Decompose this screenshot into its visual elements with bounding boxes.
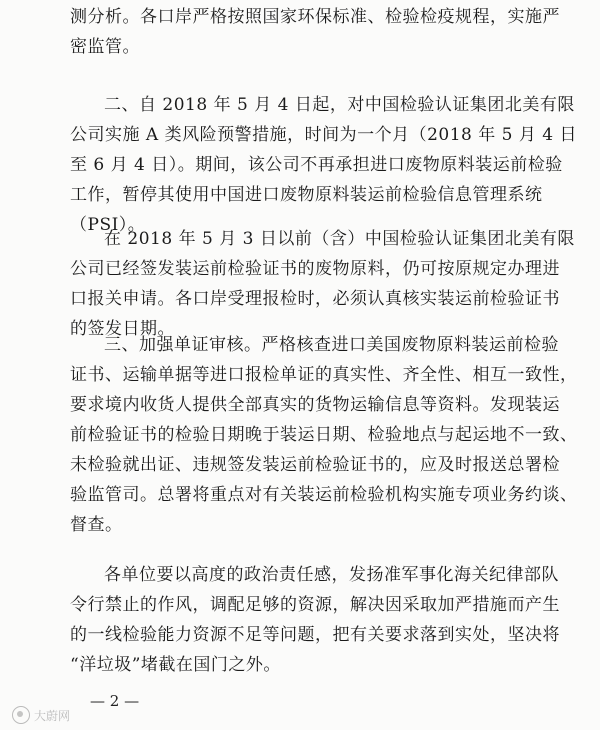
paragraph-2-line: 至 6 月 4 日）。期间，该公司不再承担进口废物原料装运前检验 — [70, 155, 563, 175]
paragraph-4-line: 督查。 — [70, 515, 123, 535]
page-number: — 2 — — [90, 692, 140, 710]
paragraph-4-line: 前检验证书的检验日期晚于装运日期、检验地点与起运地不一致、 — [70, 425, 578, 445]
weibo-logo-icon — [12, 706, 30, 724]
paragraph-2-line: 工作，暂停其使用中国进口废物原料装运前检验信息管理系统 — [70, 185, 543, 205]
paragraph-2-line: 二、自 2018 年 5 月 4 日起，对中国检验认证集团北美有限 — [104, 95, 575, 115]
watermark-text: 大蔚网 — [34, 708, 71, 723]
paragraph-3-line: 口报关申请。各口岸受理报检时，必须认真核实装运前检验证书 — [70, 289, 560, 309]
paragraph-1 — [70, 2, 560, 62]
paragraph-2 — [70, 90, 577, 240]
paragraph-5-line: 的一线检验能力资源不足等问题，把有关要求落到实处，坚决将 — [70, 625, 560, 645]
paragraph-4-line: 要求境内收货人提供全部真实的货物运输信息等资料。发现装运 — [70, 395, 560, 415]
paragraph-5-line: 令行禁止的作风，调配足够的资源，解决因采取加严措施而产生 — [70, 595, 560, 615]
paragraph-5 — [70, 560, 560, 680]
paragraph-4 — [70, 330, 578, 540]
paragraph-4-line: 未检验就出证、违规签发装运前检验证书的，应及时报送总署检 — [70, 455, 560, 475]
paragraph-3-line: 在 2018 年 5 月 3 日以前（含）中国检验认证集团北美有限 — [104, 229, 575, 249]
paragraph-5-line: “洋垃圾”堵截在国门之外。 — [70, 655, 281, 675]
paragraph-4-line: 三、加强单证审核。严格核查进口美国废物原料装运前检验 — [104, 335, 559, 355]
paragraph-1-line: 测分析。各口岸严格按照国家环保标准、检验检疫规程，实施严 — [70, 7, 560, 27]
paragraph-5-line: 各单位要以高度的政治责任感，发扬准军事化海关纪律部队 — [104, 565, 559, 585]
paragraph-2-line: （PSI）。 — [70, 215, 146, 235]
paragraph-3 — [70, 224, 575, 344]
paragraph-1-line: 密监管。 — [70, 37, 140, 57]
paragraph-3-line: 的签发日期。 — [70, 319, 175, 339]
paragraph-4-line: 证书、运输单据等进口报检单证的真实性、齐全性、相互一致性， — [70, 365, 578, 385]
watermark — [12, 706, 70, 724]
paragraph-2-line: 公司实施 A 类风险预警措施，时间为一个月（2018 年 5 月 4 日 — [70, 125, 577, 145]
paragraph-3-line: 公司已经签发装运前检验证书的废物原料，仍可按原规定办理进 — [70, 259, 560, 279]
paragraph-4-line: 验监管司。总署将重点对有关装运前检验机构实施专项业务约谈、 — [70, 485, 578, 505]
